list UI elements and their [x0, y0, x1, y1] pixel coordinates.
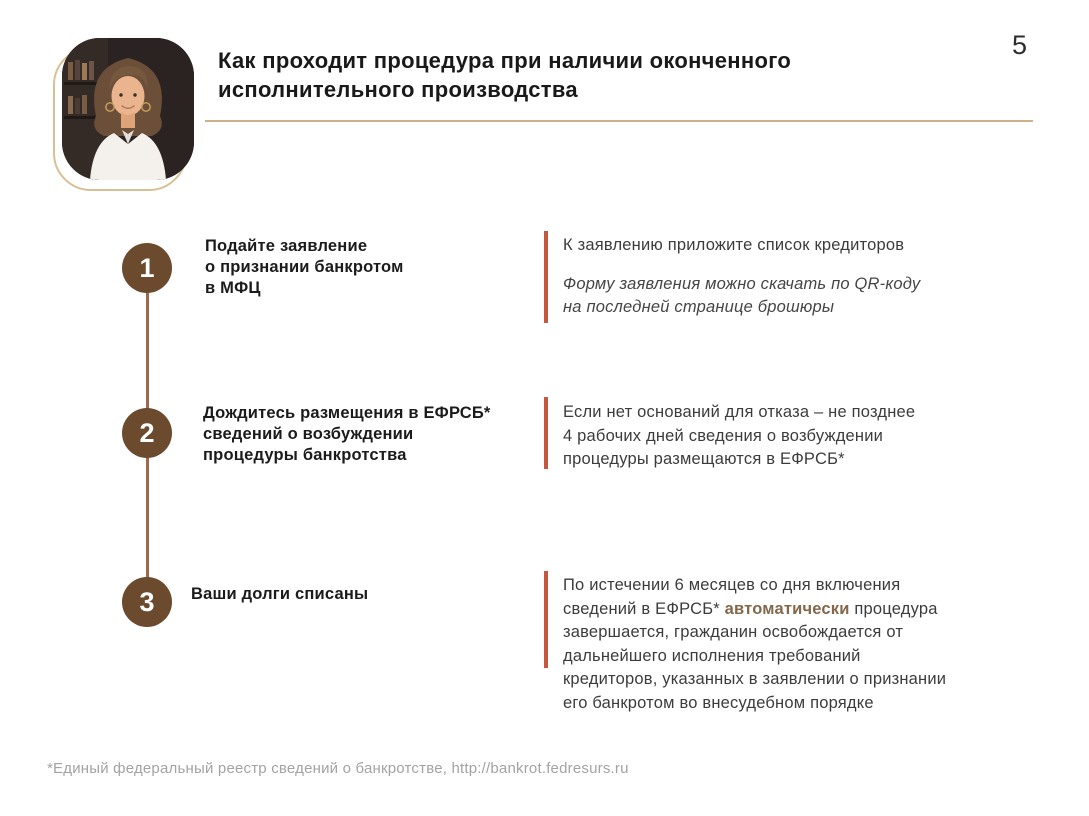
step-2-note: [563, 401, 915, 472]
footnote-efrsb: *Единый федеральный реестр сведений о банкротстве, http://bankrot.fedresurs.ru: [47, 760, 629, 777]
title-divider: [205, 120, 1033, 122]
step-2-accent-bar: [544, 397, 548, 469]
step-3-note-line: кредиторов, указанных в заявлении о признании: [563, 670, 947, 688]
highlight-before: сведений в ЕФРСБ*: [563, 599, 725, 618]
page-title-line-1: Как проходит процедура при наличии оконченного: [218, 48, 792, 73]
step-2-title-line: Дождитесь размещения в ЕФРСБ*: [203, 404, 491, 422]
highlight-after: процедура: [849, 599, 938, 618]
woman-portrait-illustration: [62, 38, 194, 180]
step-2-number-badge: 2: [122, 408, 172, 458]
page-title-line-2: исполнительного производства: [218, 77, 578, 102]
step-2-note-line: Если нет оснований для отказа – не позднее: [563, 403, 916, 421]
step-1-accent-bar: [544, 231, 548, 323]
step-3-note-line: завершается, гражданин освобождается от: [563, 623, 904, 641]
page-number: 5: [1012, 30, 1028, 60]
step-1-note-italic-line: Форму заявления можно скачать по QR-коду: [563, 274, 921, 293]
note-spacer: [563, 258, 920, 273]
step-3-title: [191, 584, 368, 605]
step-3-number-badge: 3: [122, 577, 172, 627]
step-1-number-badge: 1: [122, 243, 172, 293]
step-3-note-highlight-line: [563, 598, 946, 622]
step-2-title-line: процедуры банкротства: [203, 446, 407, 464]
step-2-note-line: процедуры размещаются в ЕФРСБ*: [563, 450, 845, 468]
step-3-note-line: его банкротом во внесудебном порядке: [563, 693, 874, 712]
step-3-accent-bar: [544, 571, 548, 668]
avatar-photo-woman: [62, 38, 194, 180]
step-1-title: [205, 236, 404, 299]
step-1-title-line: в МФЦ: [205, 279, 261, 297]
step-1-note-line: К заявлению приложите список кредиторов: [563, 236, 905, 254]
page-title: [218, 46, 791, 104]
step-3-note-line: По истечении 6 месяцев со дня включения: [563, 576, 901, 594]
highlight-word: автоматически: [724, 599, 850, 618]
step-1-note: [563, 234, 920, 320]
step-2-title-line: сведений о возбуждении: [203, 425, 414, 443]
step-3-note-line: дальнейшего исполнения требований: [563, 646, 861, 665]
step-3-note: [563, 574, 946, 715]
step-3-title-line: Ваши долги списаны: [191, 585, 369, 603]
step-2-note-line: 4 рабочих дней сведения о возбуждении: [563, 426, 884, 445]
step-1-note-italic-line: на последней странице брошюры: [563, 298, 835, 316]
step-1-title-line: о признании банкротом: [205, 258, 404, 276]
step-2-title: [203, 403, 491, 466]
step-1-title-line: Подайте заявление: [205, 237, 368, 255]
